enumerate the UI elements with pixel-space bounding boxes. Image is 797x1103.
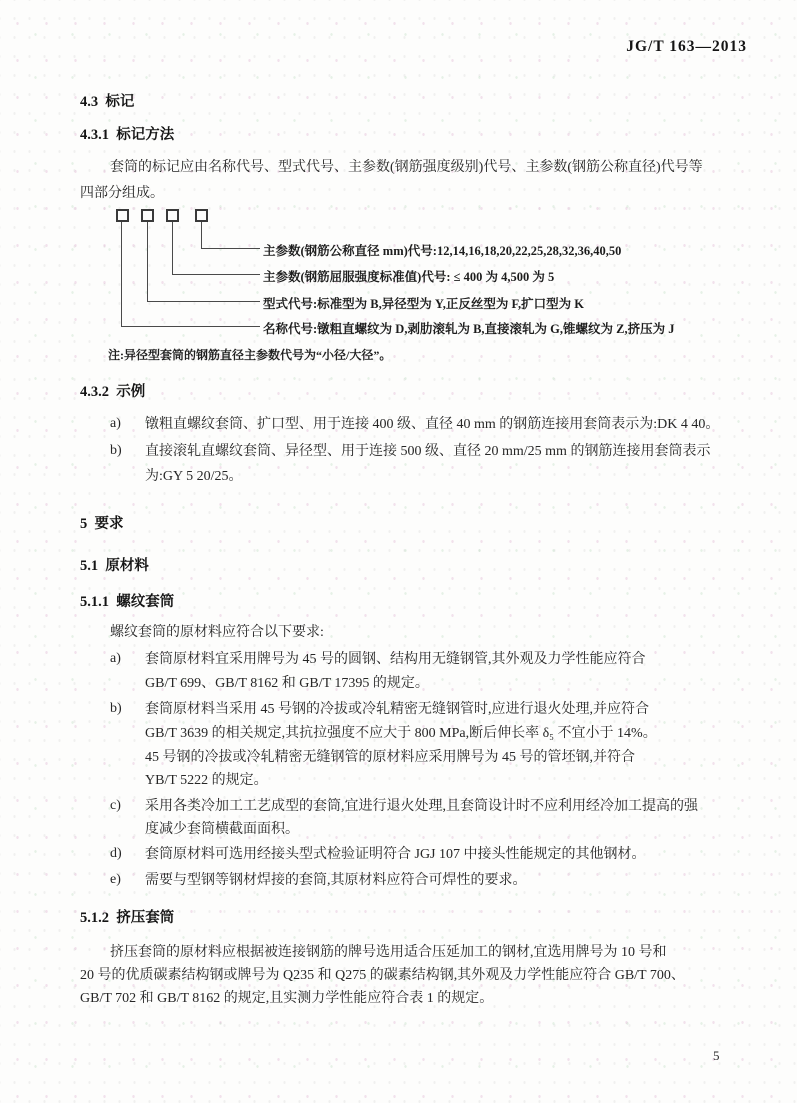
list-511-b-marker: b) — [110, 701, 122, 716]
list-432-b-line2: 为:GY 5 20/25。 — [145, 469, 243, 484]
heading-5-1-2: 5.1.2 挤压套筒 — [80, 910, 175, 926]
diagram-leader-vertical-2 — [147, 222, 148, 301]
diagram-label-diameter-code: 主参数(钢筋公称直径 mm)代号:12,14,16,18,20,22,25,28,32,36,40,50 — [263, 244, 622, 258]
list-511-d-line1: 套筒原材料可选用经接头型式检验证明符合 JGJ 107 中接头性能规定的其他钢材。 — [145, 847, 646, 862]
list-432-a-marker: a) — [110, 416, 121, 431]
diagram-box-3 — [166, 209, 179, 222]
list-511-b-line3: 45 号钢的冷拔或冷轧精密无缝钢管的原材料应采用牌号为 45 号的管坯钢,并符合 — [145, 750, 635, 765]
list-511-b-line4: YB/T 5222 的规定。 — [145, 773, 268, 788]
diagram-box-4 — [195, 209, 208, 222]
heading-4-3-1: 4.3.1 标记方法 — [80, 127, 175, 143]
diagram-box-2 — [141, 209, 154, 222]
diagram-leader-vertical-3 — [172, 222, 173, 274]
heading-5-1: 5.1 原材料 — [80, 558, 149, 574]
paragraph-511-intro: 螺纹套筒的原材料应符合以下要求: — [110, 625, 324, 640]
list-432-a-text: 镦粗直螺纹套筒、扩口型、用于连接 400 级、直径 40 mm 的钢筋连接用套筒表示为:DK 4 40。 — [145, 417, 720, 432]
list-511-a-marker: a) — [110, 651, 121, 666]
list-511-e-line1: 需要与型钢等钢材焊接的套筒,其原材料应符合可焊性的要求。 — [145, 873, 527, 888]
heading-4-3-2: 4.3.2 示例 — [80, 384, 146, 400]
list-511-c-line2: 度减少套筒横截面面积。 — [145, 822, 299, 837]
paragraph-431-line2: 四部分组成。 — [80, 186, 164, 201]
diagram-box-1 — [116, 209, 129, 222]
list-511-e-marker: e) — [110, 872, 121, 887]
heading-5-1-1: 5.1.1 螺纹套筒 — [80, 594, 175, 610]
diagram-leader-horizontal-1 — [121, 326, 260, 327]
heading-5: 5 要求 — [80, 516, 124, 532]
page-number: 5 — [713, 1048, 720, 1063]
diagram-leader-horizontal-3 — [172, 274, 260, 275]
diagram-label-strength-code: 主参数(钢筋屈服强度标准值)代号: ≤ 400 为 4,500 为 5 — [263, 270, 555, 284]
list-511-d-marker: d) — [110, 846, 122, 861]
list-432-b-line1: 直接滚轧直螺纹套筒、异径型、用于连接 500 级、直径 20 mm/25 mm 的钢筋连接用套筒表示 — [145, 444, 711, 459]
list-432-b-marker: b) — [110, 443, 122, 458]
paragraph-512-line2: 20 号的优质碳素结构钢或牌号为 Q235 和 Q275 的碳素结构钢,其外观及力学性能应符合 GB/T 700、 — [80, 968, 685, 983]
list-511-c-marker: c) — [110, 798, 121, 813]
list-511-b-line2: GB/T 3639 的相关规定,其抗拉强度不应大于 800 MPa,断后伸长率 δ₅ 不宜小于 14%。 — [145, 726, 657, 741]
diagram-leader-horizontal-2 — [147, 301, 260, 302]
note-431: 注:异径型套筒的钢筋直径主参数代号为“小径/大径”。 — [108, 348, 392, 362]
diagram-leader-vertical-4 — [201, 222, 202, 248]
diagram-leader-vertical-1 — [121, 222, 122, 326]
diagram-label-name-code: 名称代号:镦粗直螺纹为 D,剥肋滚轧为 B,直接滚轧为 G,锥螺纹为 Z,挤压为 J — [263, 322, 675, 336]
heading-4-3: 4.3 标记 — [80, 94, 135, 110]
list-511-a-line2: GB/T 699、GB/T 8162 和 GB/T 17395 的规定。 — [145, 676, 429, 691]
list-511-c-line1: 采用各类冷加工工艺成型的套筒,宜进行退火处理,且套筒设计时不应利用经冷加工提高的强 — [145, 799, 698, 814]
standard-reference: JG/T 163—2013 — [626, 38, 747, 55]
paragraph-431-line1: 套筒的标记应由名称代号、型式代号、主参数(钢筋强度级别)代号、主参数(钢筋公称直径)代号等 — [110, 160, 703, 175]
diagram-label-type-code: 型式代号:标准型为 B,异径型为 Y,正反丝型为 F,扩口型为 K — [263, 297, 584, 311]
paragraph-512-line1: 挤压套筒的原材料应根据被连接钢筋的牌号选用适合压延加工的钢材,宜选用牌号为 10 号和 — [110, 945, 667, 960]
paragraph-512-line3: GB/T 702 和 GB/T 8162 的规定,且实测力学性能应符合表 1 的规定。 — [80, 991, 494, 1006]
list-511-a-line1: 套筒原材料宜采用牌号为 45 号的圆钢、结构用无缝钢管,其外观及力学性能应符合 — [145, 652, 646, 667]
diagram-leader-horizontal-4 — [201, 248, 260, 249]
list-511-b-line1: 套筒原材料当采用 45 号钢的冷拔或冷轧精密无缝钢管时,应进行退火处理,并应符合 — [145, 702, 649, 717]
